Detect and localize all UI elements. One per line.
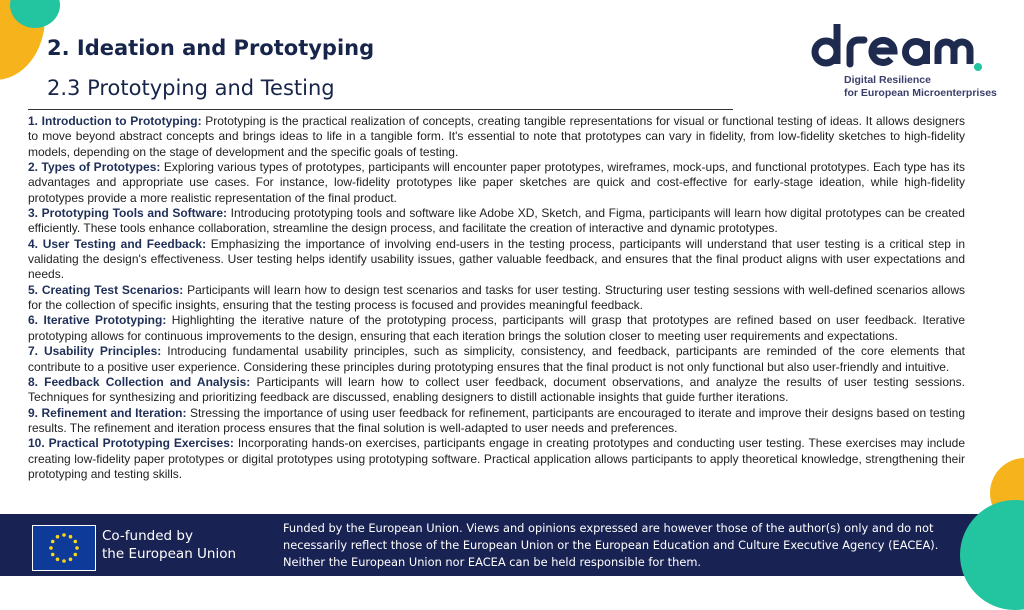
section-text: Participants will learn how to collect user feedback, document observations, and analyze the results of user testing sessions. Techniques for synthesizing and prioritizing feedback are discussed, enabling designers to distill actionable insights that guide further iterations. bbox=[28, 374, 965, 405]
section-heading: 8. Feedback Collection and Analysis: bbox=[28, 374, 251, 389]
section-text: Introducing fundamental usability principles, such as simplicity, consistency, and feedback, participants are reminded of the core elements that contribute to a positive user experience. Considering these principles during prototyping ensures that the final product is not only functional but also user-friendly and intuitive. bbox=[28, 344, 965, 374]
content-body bbox=[28, 114, 965, 482]
section-text: Highlighting the iterative nature of the prototyping process, participants will grasp that prototypes are refined based on user feedback. Iterative prototyping allows for continuous improvements to the design, ensuring that each iteration brings the solution closer to meeting user requirements and expectations. bbox=[28, 313, 966, 343]
cofunded-label bbox=[102, 527, 252, 563]
section-item bbox=[28, 375, 965, 406]
logo-tagline bbox=[844, 74, 997, 100]
section-heading: 6. Iterative Prototyping: bbox=[28, 313, 167, 328]
funding-disclaimer: Funded by the European Union. Views and opinions expressed are however those of the author(s) only and do not necessarily reflect those of the European Union or the European Education and Culture Executive Agency (EACEA). Neither the European Union nor EACEA can be held responsible for them. bbox=[283, 521, 939, 569]
section-item bbox=[28, 206, 965, 237]
section-item bbox=[28, 406, 965, 437]
section-item bbox=[28, 313, 965, 344]
section-heading: 10. Practical Prototyping Exercises: bbox=[28, 436, 234, 451]
section-heading: 1. Introduction to Prototyping: bbox=[28, 114, 202, 128]
section-heading: 9. Refinement and Iteration: bbox=[28, 405, 187, 420]
section-item bbox=[28, 160, 965, 206]
cofunded-line2: the European Union bbox=[102, 546, 237, 562]
section-heading: 5. Creating Test Scenarios: bbox=[28, 282, 184, 297]
cofunded-line1: Co-funded by bbox=[102, 528, 193, 544]
slide-subtitle: 2.3 Prototyping and Testing bbox=[47, 76, 335, 100]
section-text: Exploring various types of prototypes, participants will encounter paper prototypes, wireframes, mock-ups, and functional prototypes. Each type has its advantages and appropriate use cases. For instance, low-fidelity prototypes like paper sketches are quick and cost-effective for early-stage ideation, while high-fidelity prototypes provide a more realistic representation of the final product. bbox=[28, 160, 965, 205]
logo-tagline-line1: Digital Resilience bbox=[844, 74, 931, 86]
section-heading: 7. Usability Principles: bbox=[28, 344, 162, 359]
title-underline bbox=[28, 109, 733, 110]
section-text: Incorporating hands-on exercises, participants engage in creating prototypes and conducting user testing. These exercises may include creating low-fidelity paper prototypes or digital prototypes using prototyping software. Practical application allows participants to apply theoretical knowledge, strengthening their prototyping and testing skills. bbox=[28, 436, 965, 481]
section-text: Stressing the importance of using user feedback for refinement, participants are encouraged to iterate and improve their designs based on testing results. The refinement and iteration process ensures that the final solution is well-adapted to user needs and preferences. bbox=[28, 405, 965, 435]
section-text: Introducing prototyping tools and software like Adobe XD, Sketch, and Figma, participants will learn how digital prototypes can be created efficiently. These tools enhance collaboration, streamline the design process, and facilitate the creation of interactive and dynamic prototypes. bbox=[28, 206, 965, 236]
eu-flag-icon bbox=[32, 525, 96, 571]
section-text: Prototyping is the practical realization of concepts, creating tangible representations for visual or functional testing of ideas. It allows designers to move beyond abstract concepts and brings ideas to life in a tangible form. It's essential to note that prototypes can vary in fidelity, from low-fidelity sketches to high-fidelity models, depending on the stage of development and the specific goals of testing. bbox=[28, 114, 966, 159]
section-item bbox=[28, 283, 965, 314]
section-heading: 3. Prototyping Tools and Software: bbox=[28, 206, 228, 221]
section-item bbox=[28, 436, 965, 482]
section-item bbox=[28, 344, 965, 375]
logo-tagline-line2: for European Microenterprises bbox=[844, 87, 997, 99]
slide-title: 2. Ideation and Prototyping bbox=[47, 36, 375, 60]
section-heading: 4. User Testing and Feedback: bbox=[28, 236, 207, 251]
section-text: Participants will learn how to design test scenarios and tasks for user testing. Structuring user testing sessions with well-defined scenarios allows for the collection of specific insights, ensuring that the testing process is focused and provides meaningful feedback. bbox=[28, 282, 965, 313]
section-text: Emphasizing the importance of involving end-users in the testing process, participants will understand that user testing is a critical step in validating the design's effectiveness. User testing helps identify usability issues, gather valuable feedback, and ensures that the final product aligns with user expectations and needs. bbox=[28, 236, 965, 282]
section-item bbox=[28, 114, 965, 160]
section-item bbox=[28, 237, 965, 283]
section-heading: 2. Types of Prototypes: bbox=[28, 160, 161, 175]
